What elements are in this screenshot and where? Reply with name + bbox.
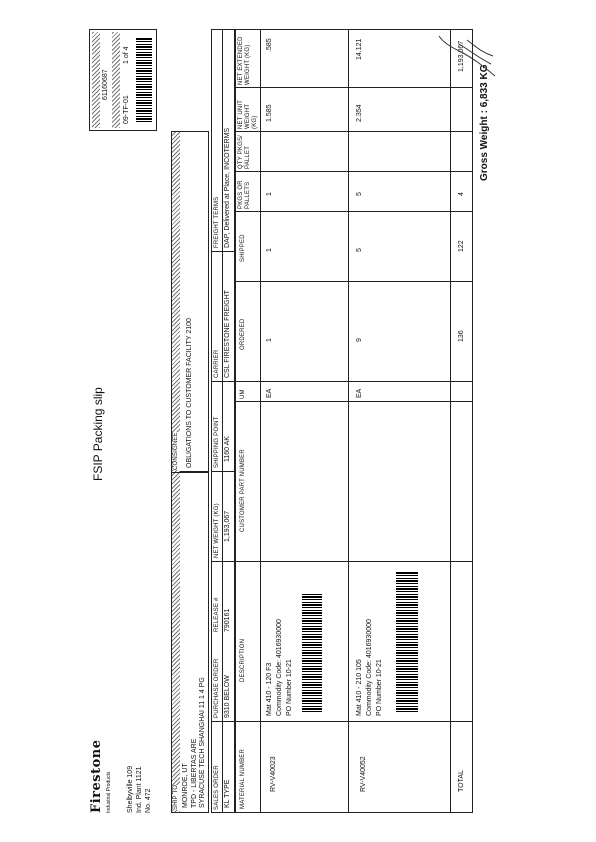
total-shipped: 122	[458, 240, 465, 252]
net-weight-label: NET WEIGHT (KG)	[214, 503, 220, 558]
row1-net-ext-weight: .585	[266, 38, 273, 52]
consignee-label: CONSIGNEE	[173, 432, 179, 470]
row1-pkgs-pallets: 1	[266, 192, 273, 196]
row2-desc-line-1: Mat 410 - 210 105	[356, 659, 363, 716]
sender-address-line-1: Shelbyville 109	[127, 765, 134, 813]
gross-weight-value: 6,833	[479, 82, 490, 108]
row2-desc-line-2: Commodity Code: 4016930000	[366, 619, 373, 716]
bill-to-line-1: TPD - LIBERTAS ARE	[191, 738, 198, 808]
rotated-page	[83, 21, 513, 821]
gross-weight-label: Gross Weight :	[479, 110, 490, 181]
release-value: 790161	[224, 608, 231, 632]
freight-terms-value: DAP, Delivered at Place, INCOTERMS	[224, 127, 231, 248]
order-info-box	[211, 29, 235, 813]
row2-ordered: 9	[356, 338, 363, 342]
row2-net-unit-weight: 2.354	[356, 104, 363, 122]
consignee-box	[171, 131, 209, 473]
col-customer-part: CUSTOMER PART NUMBER	[240, 449, 246, 532]
freight-terms-label: FREIGHT TERMS	[214, 196, 220, 248]
total-ordered: 136	[458, 330, 465, 342]
col-material-number: MATERIAL NUMBER	[240, 748, 246, 809]
row2-desc-line-3: PO Number 10-21	[376, 659, 383, 716]
row1-desc-line-2: Commodity Code: 4016930000	[276, 619, 283, 716]
sales-order-value: KL TYPE	[224, 779, 231, 808]
col-um: UM	[240, 389, 246, 399]
row2-net-ext-weight: 14.121	[356, 38, 363, 60]
shipping-point-label: SHIPPING POINT	[214, 416, 220, 468]
gross-weight-unit: KG	[479, 64, 490, 80]
total-pallets: 4	[458, 192, 465, 196]
row1-desc-line-1: Mat 410 - 120 F3	[266, 662, 273, 716]
carrier-label: CARRIER	[214, 349, 220, 378]
col-qty-pallet: QTY PKGS/ PALLET	[238, 134, 251, 169]
doc-number: 61160687	[102, 69, 109, 100]
consignee-value: OBLIGATIONS TO CUSTOMER FACILITY 2100	[186, 318, 193, 468]
doc-date: 09-TF-01	[123, 95, 130, 124]
row1-net-unit-weight: 1.585	[266, 104, 273, 122]
total-net-ext-weight: 1,193,067	[458, 40, 465, 72]
doc-label-hatch	[92, 32, 100, 128]
ship-to-box	[171, 471, 209, 813]
row2-barcode	[396, 572, 418, 712]
company-logo: Firestone	[89, 739, 104, 813]
net-weight-value: 1,193,067	[224, 510, 231, 542]
ship-to-header-hatch	[172, 472, 180, 812]
row2-um: EA	[356, 388, 363, 398]
row2-shipped: 5	[356, 248, 363, 252]
row2-material: RV-V40052	[360, 756, 367, 792]
doc-page: 1 of 4	[123, 46, 130, 64]
row1-shipped: 1	[266, 248, 273, 252]
release-label: RELEASE #	[214, 597, 220, 632]
col-net-unit-weight: NET UNIT WEIGHT (KG)	[238, 99, 258, 129]
ship-to-label: SHIP TO	[173, 784, 179, 810]
doc-date-label-hatch	[112, 32, 120, 128]
company-tagline: Industrial Products	[106, 771, 112, 813]
page-title: FSIP Packing slip	[91, 387, 105, 481]
sales-order-label: SALES ORDER	[214, 765, 220, 810]
col-shipped: SHIPPED	[240, 234, 246, 262]
signature	[433, 26, 503, 86]
row1-um: EA	[266, 388, 273, 398]
col-ordered: ORDERED	[240, 318, 246, 350]
consignee-header-hatch	[172, 132, 180, 472]
row1-desc-line-3: PO Number 10-21	[286, 659, 293, 716]
doc-barcode	[136, 38, 152, 122]
sender-address-line-3: No. 472	[145, 788, 152, 813]
line-items-table	[235, 29, 473, 813]
row1-ordered: 1	[266, 338, 273, 342]
document-number-box	[89, 29, 157, 131]
col-pkgs-pallets: PKGS OR PALLETS	[238, 180, 251, 209]
row1-material: RV-V40023	[270, 756, 277, 792]
purchase-order-label: PURCHASE ORDER	[214, 658, 220, 718]
sender-address-line-2: Ind. Plant 1121	[136, 766, 143, 813]
purchase-order-value: 9310 BELOW	[224, 675, 231, 718]
bill-to-line-2: SYRACUSE TECH SHANGHAI 11 1 4 PG	[199, 677, 206, 808]
col-description: DESCRIPTION	[240, 638, 246, 682]
col-net-ext-weight: NET EXTENDED WEIGHT (KG)	[238, 36, 251, 85]
row1-barcode	[302, 592, 322, 712]
row2-pkgs-pallets: 5	[356, 192, 363, 196]
ship-to-value: MONROE, UT	[182, 763, 189, 808]
total-label: TOTAL	[458, 770, 465, 792]
carrier-value: CSL FIRESTONE FREIGHT	[224, 290, 231, 378]
shipping-point-value: 1160 AK	[224, 436, 231, 462]
